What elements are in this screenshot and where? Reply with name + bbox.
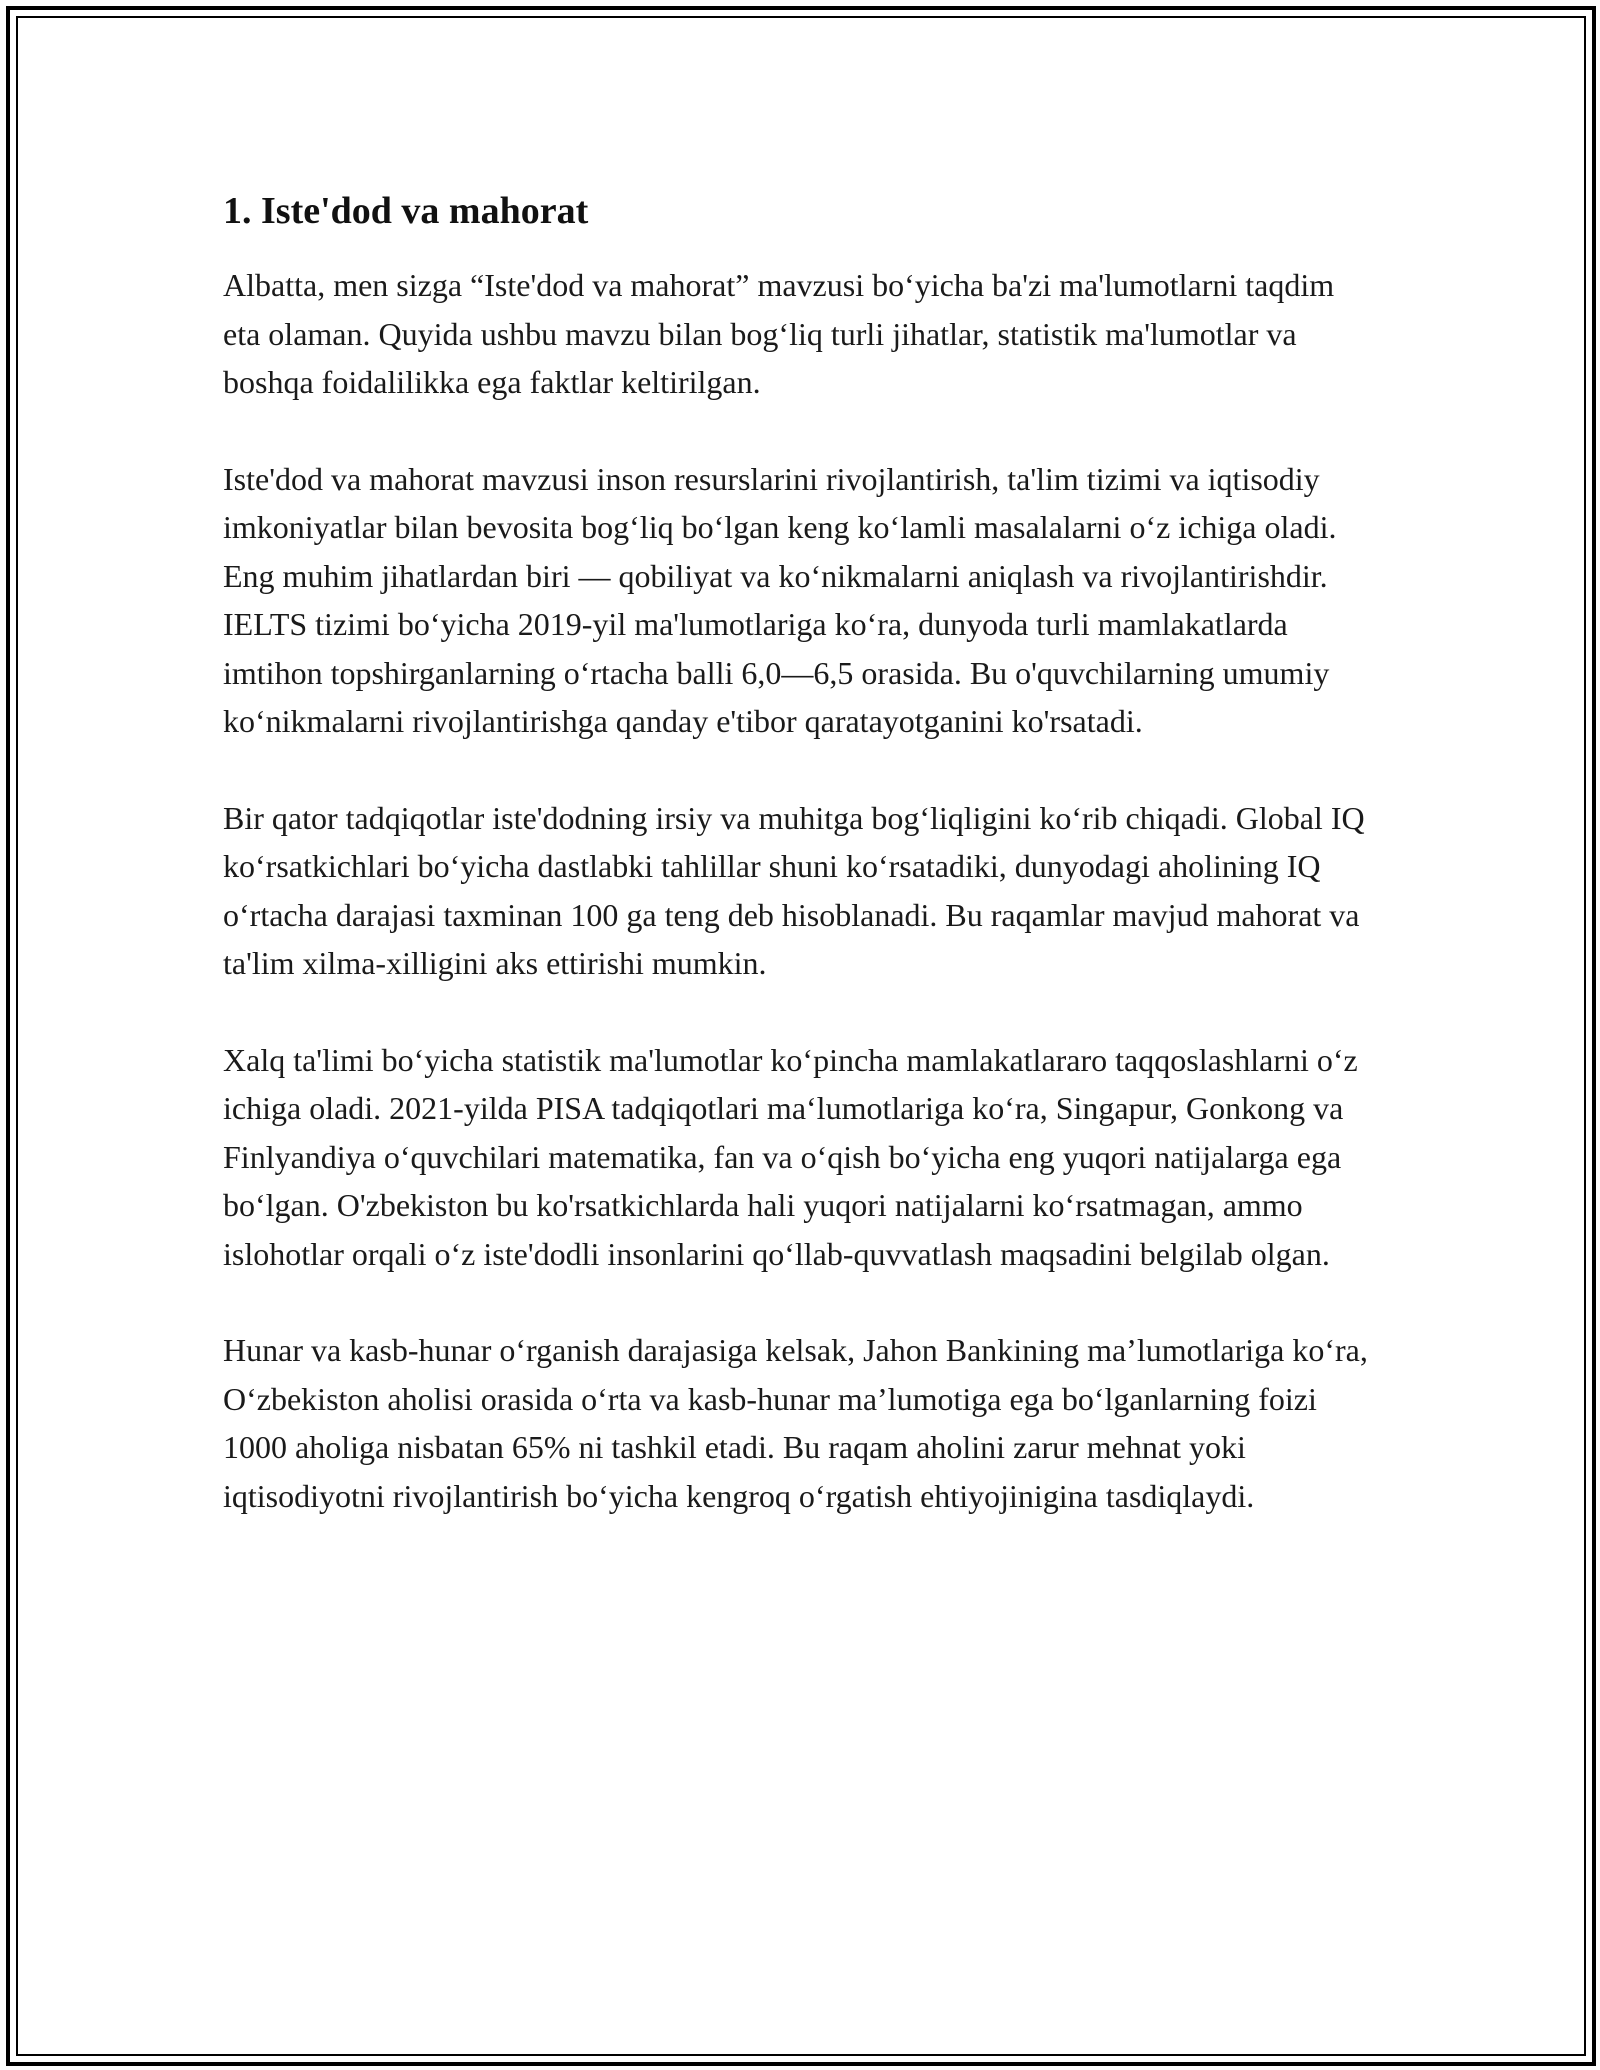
section-heading: 1. Iste'dod va mahorat — [223, 190, 589, 232]
document-body — [223, 187, 1373, 1568]
paragraph-pisa: Xalq ta'limi boʻyicha statistik ma'lumotlar koʻpincha mamlakatlararo taqqoslashlarni oʻz ichiga oladi. 2021-yilda PISA tadqiqotlari maʻlumotlariga koʻra, Singapur, Gonkong va Finlyandiya oʻquvchilari matematika, fan va oʻqish boʻyicha eng yuqori natijalarga ega boʻlgan. O'zbekiston bu ko'rsatkichlarda hali yuqori natijalarni koʻrsatmagan, ammo islohotlar orqali oʻz iste'dodli insonlarini qoʻllab-quvvatlash maqsadini belgilab olgan. — [223, 1041, 1358, 1272]
paragraph-skills-ielts: Iste'dod va mahorat mavzusi inson resurslarini rivojlantirish, ta'lim tizimi va iqtisodiy imkoniyatlar bilan bevosita bogʻliq boʻlgan keng koʻlamli masalalarni oʻz ichiga oladi. Eng muhim jihatlardan biri — qobiliyat va koʻnikmalarni aniqlash va rivojlantirishdir. IELTS tizimi boʻyicha 2019-yil ma'lumotlariga koʻra, dunyoda turli mamlakatlarda imtihon topshirganlarning oʻrtacha balli 6,0—6,5 orasida. Bu o'quvchilarning umumiy koʻnikmalarni rivojlantirishga qanday e'tibor qaratayotganini ko'rsatadi. — [223, 460, 1337, 739]
paragraph-vocational: Hunar va kasb-hunar oʻrganish darajasiga kelsak, Jahon Bankining ma’lumotlariga koʻra, Oʻzbekiston aholisi orasida oʻrta va kasb-hunar ma’lumotiga ega boʻlganlarning foizi 1000 aholiga nisbatan 65% ni tashkil etadi. Bu raqam aholini zarur mehnat yoki iqtisodiyotni rivojlantirish boʻyicha kengroq oʻrgatish ehtiyojinigina tasdiqlaydi. — [223, 1332, 1368, 1514]
paragraph-iq: Bir qator tadqiqotlar iste'dodning irsiy va muhitga bogʻliqligini koʻrib chiqadi. Global IQ koʻrsatkichlari boʻyicha dastlabki tahlillar shuni koʻrsatadiki, dunyodagi aholining IQ oʻrtacha darajasi taxminan 100 ga teng deb hisoblanadi. Bu raqamlar mavjud mahorat va ta'lim xilma-xilligini aks ettirishi mumkin. — [223, 799, 1365, 981]
paragraph-intro: Albatta, men sizga “Iste'dod va mahorat” mavzusi boʻyicha ba'zi ma'lumotlarni taqdim eta olaman. Quyida ushbu mavzu bilan bogʻliq turli jihatlar, statistik ma'lumotlar va boshqa foidalilikka ega faktlar keltirilgan. — [223, 267, 1335, 400]
